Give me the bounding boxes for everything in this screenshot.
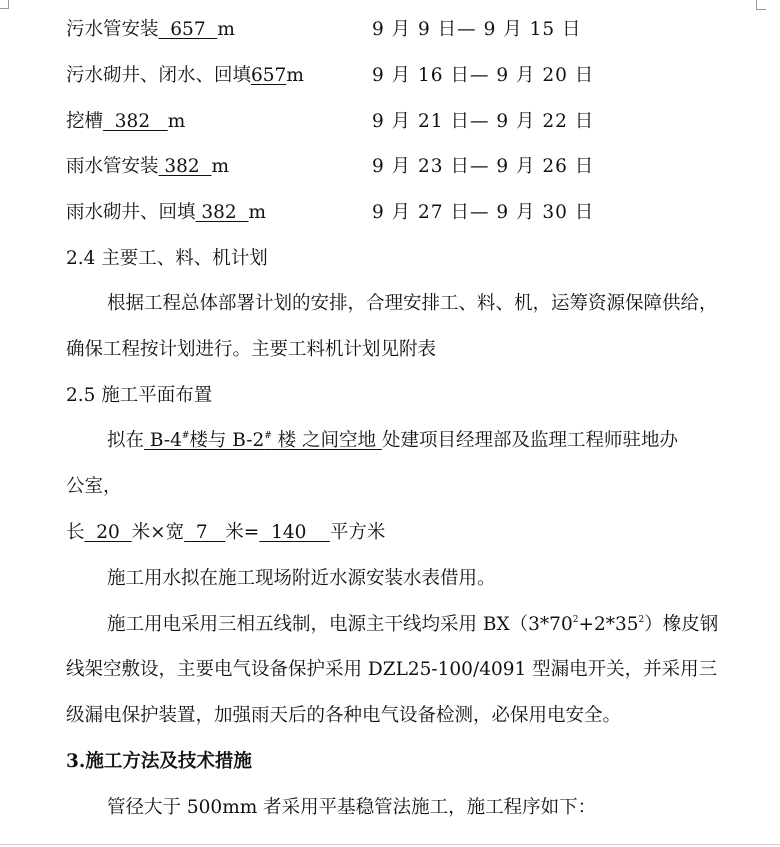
paragraph-line: 确保工程按计划进行。主要工料机计划见附表 [66,339,437,360]
page-corner-mark-left [0,0,9,9]
section-heading-2-5: 2.5 施工平面布置 [66,385,213,406]
underlined-quantity: 657 [158,19,218,40]
document-page: 污水管安装 657 m 9 月 9 日— 9 月 15 日 污水砌井、闭水、回填657m 9 月 16 日— 9 月 20 日 挖槽 382 m 9 月 21 日— 9 月 22 日 雨水管安装 382 m 9 月 23 日— 9 月 26 日 雨水砌井、回填 382 m 9 月 27 日— 9 月 30 日 2.4 主要工、料、机计划 根据工程总体部署计划的安排，合理安排工、料、机，运筹资源保障供给， 确保工程按计划进行。主要工料机计划见附表 2.5 施工平面布置 拟在 B-4#楼与 B-2# 楼 之间空地 处建项目经理部及监理工程师驻地办 公室， 长 20 米×宽 7 米= 140 平方米 施工用水拟在施工现场附近水源安装水表借用。 施工用电采用三相五线制，电源主干线均采用 $BX(3*70^2+2*35^2)$橡皮钢 线架空敷设，主要电气设备保护采用 DZL25-100/4091 型漏电开关，并采用三 级漏电保护装置，加强雨天后的各种电气设备检测，必保用电安全。 3.施工方法及技术措施 管径大于 500mm 者采用平基稳管法施工，施工程序如下： [0,0,780,847]
schedule-date: 9 月 23 日— 9 月 26 日 [372,156,595,177]
paragraph-line: 施工用水拟在施工现场附近水源安装水表借用。 [107,568,496,589]
paragraph-line: 级漏电保护装置，加强雨天后的各种电气设备检测，必保用电安全。 [66,705,622,726]
schedule-date: 9 月 16 日— 9 月 20 日 [372,65,595,86]
underlined-location: B-4#楼与 B-2# 楼 之间空地 [144,430,382,451]
underlined-area: 140 [259,522,330,543]
underlined-quantity: 657 [251,65,287,86]
underlined-quantity: 382 [158,156,212,177]
underlined-length: 20 [84,522,132,543]
underlined-quantity: 382 [195,202,249,223]
paragraph-line: 管径大于 500mm 者采用平基稳管法施工，施工程序如下： [107,797,597,818]
underlined-quantity: 382 [103,111,168,132]
schedule-date: 9 月 27 日— 9 月 30 日 [372,202,595,223]
section-heading-2-4: 2.4 主要工、料、机计划 [66,248,268,269]
site-location-line: 拟在 B-4#楼与 B-2# 楼 之间空地 处建项目经理部及监理工程师驻地办 [107,430,678,451]
schedule-date: 9 月 9 日— 9 月 15 日 [372,19,582,40]
schedule-date: 9 月 21 日— 9 月 22 日 [372,111,595,132]
paragraph-line: 公室， [66,476,122,497]
page-bottom-divider [0,844,780,845]
paragraph-line: 根据工程总体部署计划的安排，合理安排工、料、机，运筹资源保障供给， [107,293,718,314]
underlined-width: 7 [184,522,226,543]
power-line: 施工用电采用三相五线制，电源主干线均采用 $BX(3*70^2+2*35^2)$橡皮钢 [107,614,719,635]
paragraph-line: 线架空敷设，主要电气设备保护采用 DZL25-100/4091 型漏电开关，并采用三 [66,659,718,680]
dimensions-line: 长 20 米×宽 7 米= 140 平方米 [66,522,386,543]
section-heading-3: 3.施工方法及技术措施 [66,751,252,772]
page-corner-mark-right [756,0,766,10]
